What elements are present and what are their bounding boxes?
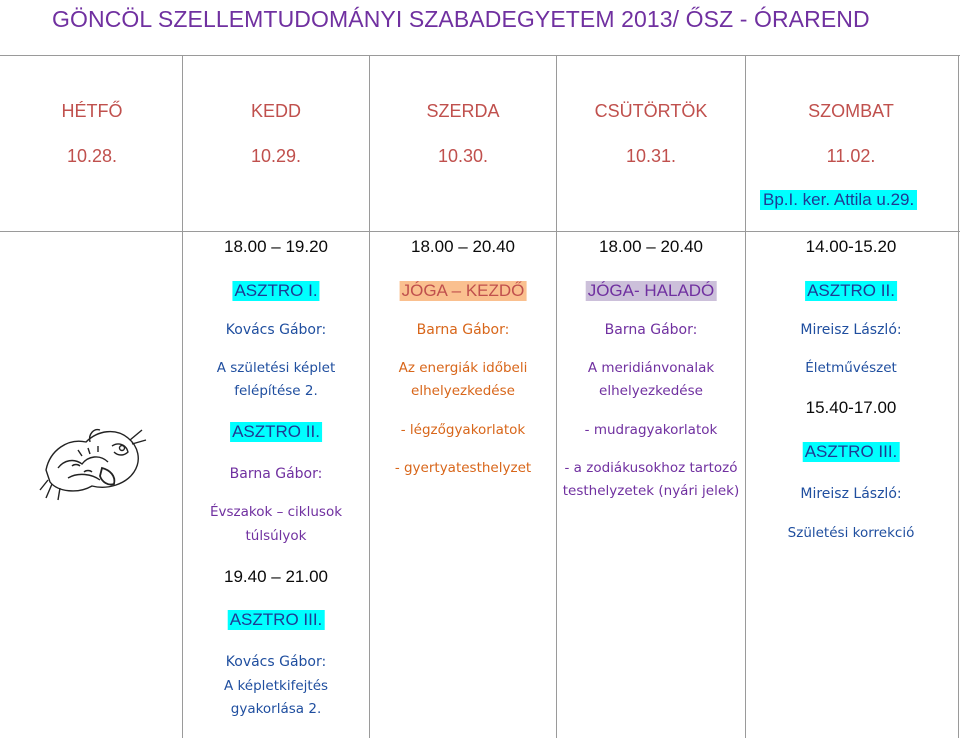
- kedd-desc-2-line1: Évszakok – ciklusok: [209, 504, 343, 520]
- csutortok-desc-line3: - mudragyakorlatok: [584, 422, 718, 438]
- day-header-szombat: SZOMBAT: [808, 101, 894, 121]
- day-header-hetfo: HÉTFŐ: [61, 101, 123, 121]
- day-header-szerda: SZERDA: [426, 101, 500, 121]
- kedd-teacher-3: Kovács Gábor:: [225, 654, 327, 670]
- szombat-teacher-2: Mireisz László:: [800, 486, 902, 502]
- szerda-desc-line2: elhelyezkedése: [411, 383, 515, 399]
- day-header-csutortok: CSÜTÖRTÖK: [594, 101, 708, 121]
- right-border: [958, 55, 959, 738]
- szerda-desc-line4: - gyertyatesthelyzet: [394, 460, 532, 476]
- csutortok-desc-line5: testhelyzetek (nyári jelek): [562, 483, 740, 499]
- kedd-desc-1-line2: felépítése 2.: [234, 383, 318, 399]
- saturday-location: Bp.I. ker. Attila u.29.: [760, 190, 917, 210]
- col-divider-1: [182, 55, 183, 738]
- kedd-desc-3-line2: gyakorlása 2.: [230, 701, 322, 717]
- szombat-class-1: ASZTRO II.: [807, 281, 895, 300]
- page-title: GÖNCÖL SZELLEMTUDOMÁNYI SZABADEGYETEM 2013/ ŐSZ - ÓRAREND: [52, 6, 870, 32]
- csutortok-desc-line4: - a zodiákusokhoz tartozó: [564, 460, 738, 476]
- kedd-time-1: 18.00 – 19.20: [224, 237, 328, 256]
- kedd-desc-1-line1: A születési képlet: [216, 360, 336, 376]
- col-divider-2: [369, 55, 370, 738]
- csutortok-teacher: Barna Gábor:: [604, 322, 698, 338]
- szombat-desc-2: Születési korrekció: [787, 525, 915, 541]
- szerda-desc-line1: Az energiák időbeli: [398, 360, 528, 376]
- szerda-class: JÓGA – KEZDŐ: [401, 281, 525, 300]
- day-date-hetfo: 10.28.: [66, 146, 118, 166]
- kedd-teacher-1: Kovács Gábor:: [225, 322, 327, 338]
- col-divider-3: [556, 55, 557, 738]
- csutortok-desc-line2: elhelyezkedése: [599, 383, 703, 399]
- szombat-desc-1: Életművészet: [805, 360, 897, 376]
- szombat-time-1: 14.00-15.20: [805, 237, 897, 256]
- szombat-time-2: 15.40-17.00: [805, 398, 897, 417]
- day-date-csutortok: 10.31.: [625, 146, 677, 166]
- csutortok-class: JÓGA- HALADÓ: [587, 281, 715, 300]
- szerda-desc-line3: - légzőgyakorlatok: [400, 422, 526, 438]
- day-date-szombat: 11.02.: [826, 146, 876, 166]
- col-divider-4: [745, 55, 746, 738]
- szerda-time: 18.00 – 20.40: [411, 237, 515, 256]
- day-date-kedd: 10.29.: [250, 146, 302, 166]
- csutortok-desc-line1: A meridiánvonalak: [587, 360, 715, 376]
- kedd-time-2: 19.40 – 21.00: [224, 567, 328, 586]
- kedd-desc-2-line2: túlsúlyok: [245, 528, 307, 544]
- kedd-class-3: ASZTRO III.: [229, 610, 323, 629]
- szerda-teacher: Barna Gábor:: [416, 322, 510, 338]
- szombat-class-2: ASZTRO III.: [804, 442, 898, 461]
- csutortok-time: 18.00 – 20.40: [599, 237, 703, 256]
- kedd-class-1: ASZTRO I.: [234, 281, 318, 300]
- kedd-desc-3-line1: A képletkifejtés: [223, 678, 329, 694]
- dragon-illustration: [38, 420, 150, 502]
- kedd-class-2: ASZTRO II.: [232, 422, 320, 441]
- szombat-teacher-1: Mireisz László:: [800, 322, 902, 338]
- day-date-szerda: 10.30.: [437, 146, 489, 166]
- kedd-teacher-2: Barna Gábor:: [229, 466, 323, 482]
- day-header-kedd: KEDD: [250, 101, 302, 121]
